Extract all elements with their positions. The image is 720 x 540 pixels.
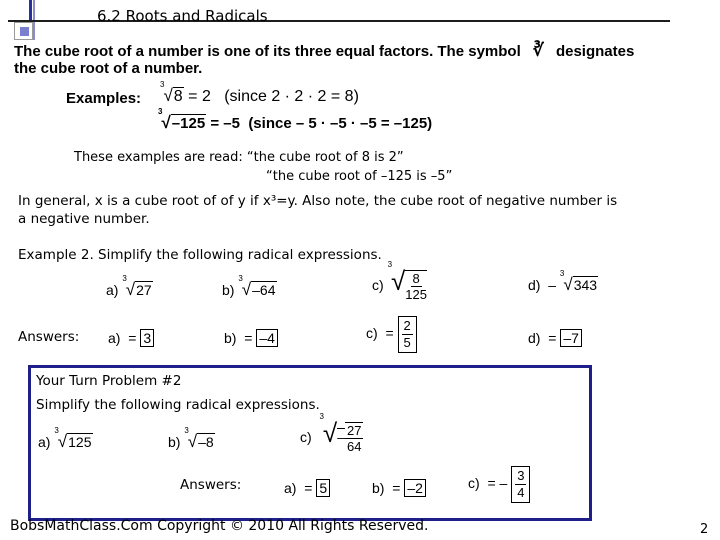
answer-box: –4 [256,329,278,347]
cube-root-symbol: ∛ [532,41,544,60]
radical-expression: $^3$√–8 [184,426,214,451]
turn-answer-a: a) = 5 [284,480,330,496]
numerator: 2 [403,318,411,333]
answers-label: Answers: [18,329,80,345]
slide-title: 6.2 Roots and Radicals [97,7,268,25]
turn-problem-c: c) $^3$√– $\frac{27}{64}$ [300,412,362,455]
radicand: 125 [68,434,92,450]
radicand: 27 [136,282,152,298]
read-line-2: “the cube root of –125 is –5” [266,169,453,184]
answer-a: a) = 3 [108,330,154,346]
radical-expression: $^3$√27 [122,274,152,299]
fraction [405,270,427,302]
numerator: 8 [412,271,420,287]
problem-label: c) [300,429,312,445]
radicand: –125 [171,115,206,132]
example-1 [160,80,359,106]
intro-text-end: designates [555,43,635,60]
numerator: 27 [346,423,362,439]
intro-text: The cube root of a number is one of its three equal factors. The symbol [14,43,521,60]
turn-answers-label: Answers: [180,477,242,493]
turn-answer-c: c) = – $\frac{3}{4}$ [468,466,530,503]
decor-square-inner [20,27,29,36]
problem-c: c) $^3$√ $\frac{8}{125}$ [372,260,427,303]
turn-answer-b: b) = –2 [372,480,426,496]
answer-label: a) [108,330,121,346]
intro-line-1 [14,42,634,60]
example-note: (since 2 · 2 · 2 = 8) [224,88,359,105]
problem-b [222,274,277,300]
problem-label: b) [168,434,181,450]
example-result: = –5 [210,115,240,132]
answer-c: c) = $\frac{2}{5}$ [366,316,417,353]
radical-expression: $^3$√–125 [158,107,206,132]
radicand: –64 [252,282,276,298]
radicand: –8 [198,434,214,450]
answer-label: a) [284,480,297,496]
answer-label: c) [468,475,480,492]
negative-sign: – [499,475,508,492]
answer-box: 5 [316,479,330,497]
radical-expression: $^3$√8 [160,80,183,105]
radical-expression: $^3$√–64 [238,274,276,299]
answer-box [511,466,530,503]
answer-box: –2 [404,479,426,497]
general-line-1: In general, x is a cube root of of y if x³=y. Also note, the cube root of negative number is [18,193,618,209]
radicand: 8 [173,88,183,105]
denominator: 125 [405,287,427,303]
intro-line-2: the cube root of a number. [14,60,203,77]
denominator: 64 [346,439,362,455]
answer-label: b) [224,330,237,346]
answer-label: d) [528,330,541,346]
page-number: 2 [700,522,709,537]
general-line-2: a negative number. [18,211,150,227]
turn-problem-b [168,426,215,452]
example-result: = 2 [188,88,211,105]
answer-box: 3 [140,329,154,347]
radical-expression: $^3$√125 [54,426,92,451]
fraction [345,422,363,454]
answer-box: –7 [560,329,582,347]
examples-label: Examples: [66,90,142,107]
your-turn-subtitle: Simplify the following radical expressions. [36,397,320,413]
radical-expression: $^3$√343 [559,269,598,294]
footer-copyright: BobsMathClass.Com Copyright © 2010 All Rights Reserved. [10,518,429,534]
read-line-1: These examples are read: “the cube root of 8 is 2” [74,150,404,165]
example-note: (since – 5 · –5 · –5 = –125) [248,115,433,132]
problem-label: c) [372,277,384,293]
problem-label: a) [106,282,119,298]
negative-sign: – [548,277,557,293]
problem-label: a) [38,434,51,450]
answer-label: c) [366,325,378,342]
answer-b: b) = –4 [224,330,278,346]
turn-problem-a [38,426,93,452]
example2-heading: Example 2. Simplify the following radical expressions. [18,247,382,263]
problem-label: d) [528,277,541,293]
problem-d [528,269,598,295]
radicand: 343 [573,277,598,293]
your-turn-title: Your Turn Problem #2 [36,373,182,389]
answer-d: d) = –7 [528,330,582,346]
problem-label: b) [222,282,235,298]
answer-label: b) [372,480,385,496]
problem-a [106,274,153,300]
example-2 [158,107,433,133]
denominator: 4 [517,485,525,500]
numerator: 3 [517,468,525,483]
denominator: 5 [403,335,411,350]
negative-sign: – [337,429,345,445]
answer-box [398,316,417,353]
